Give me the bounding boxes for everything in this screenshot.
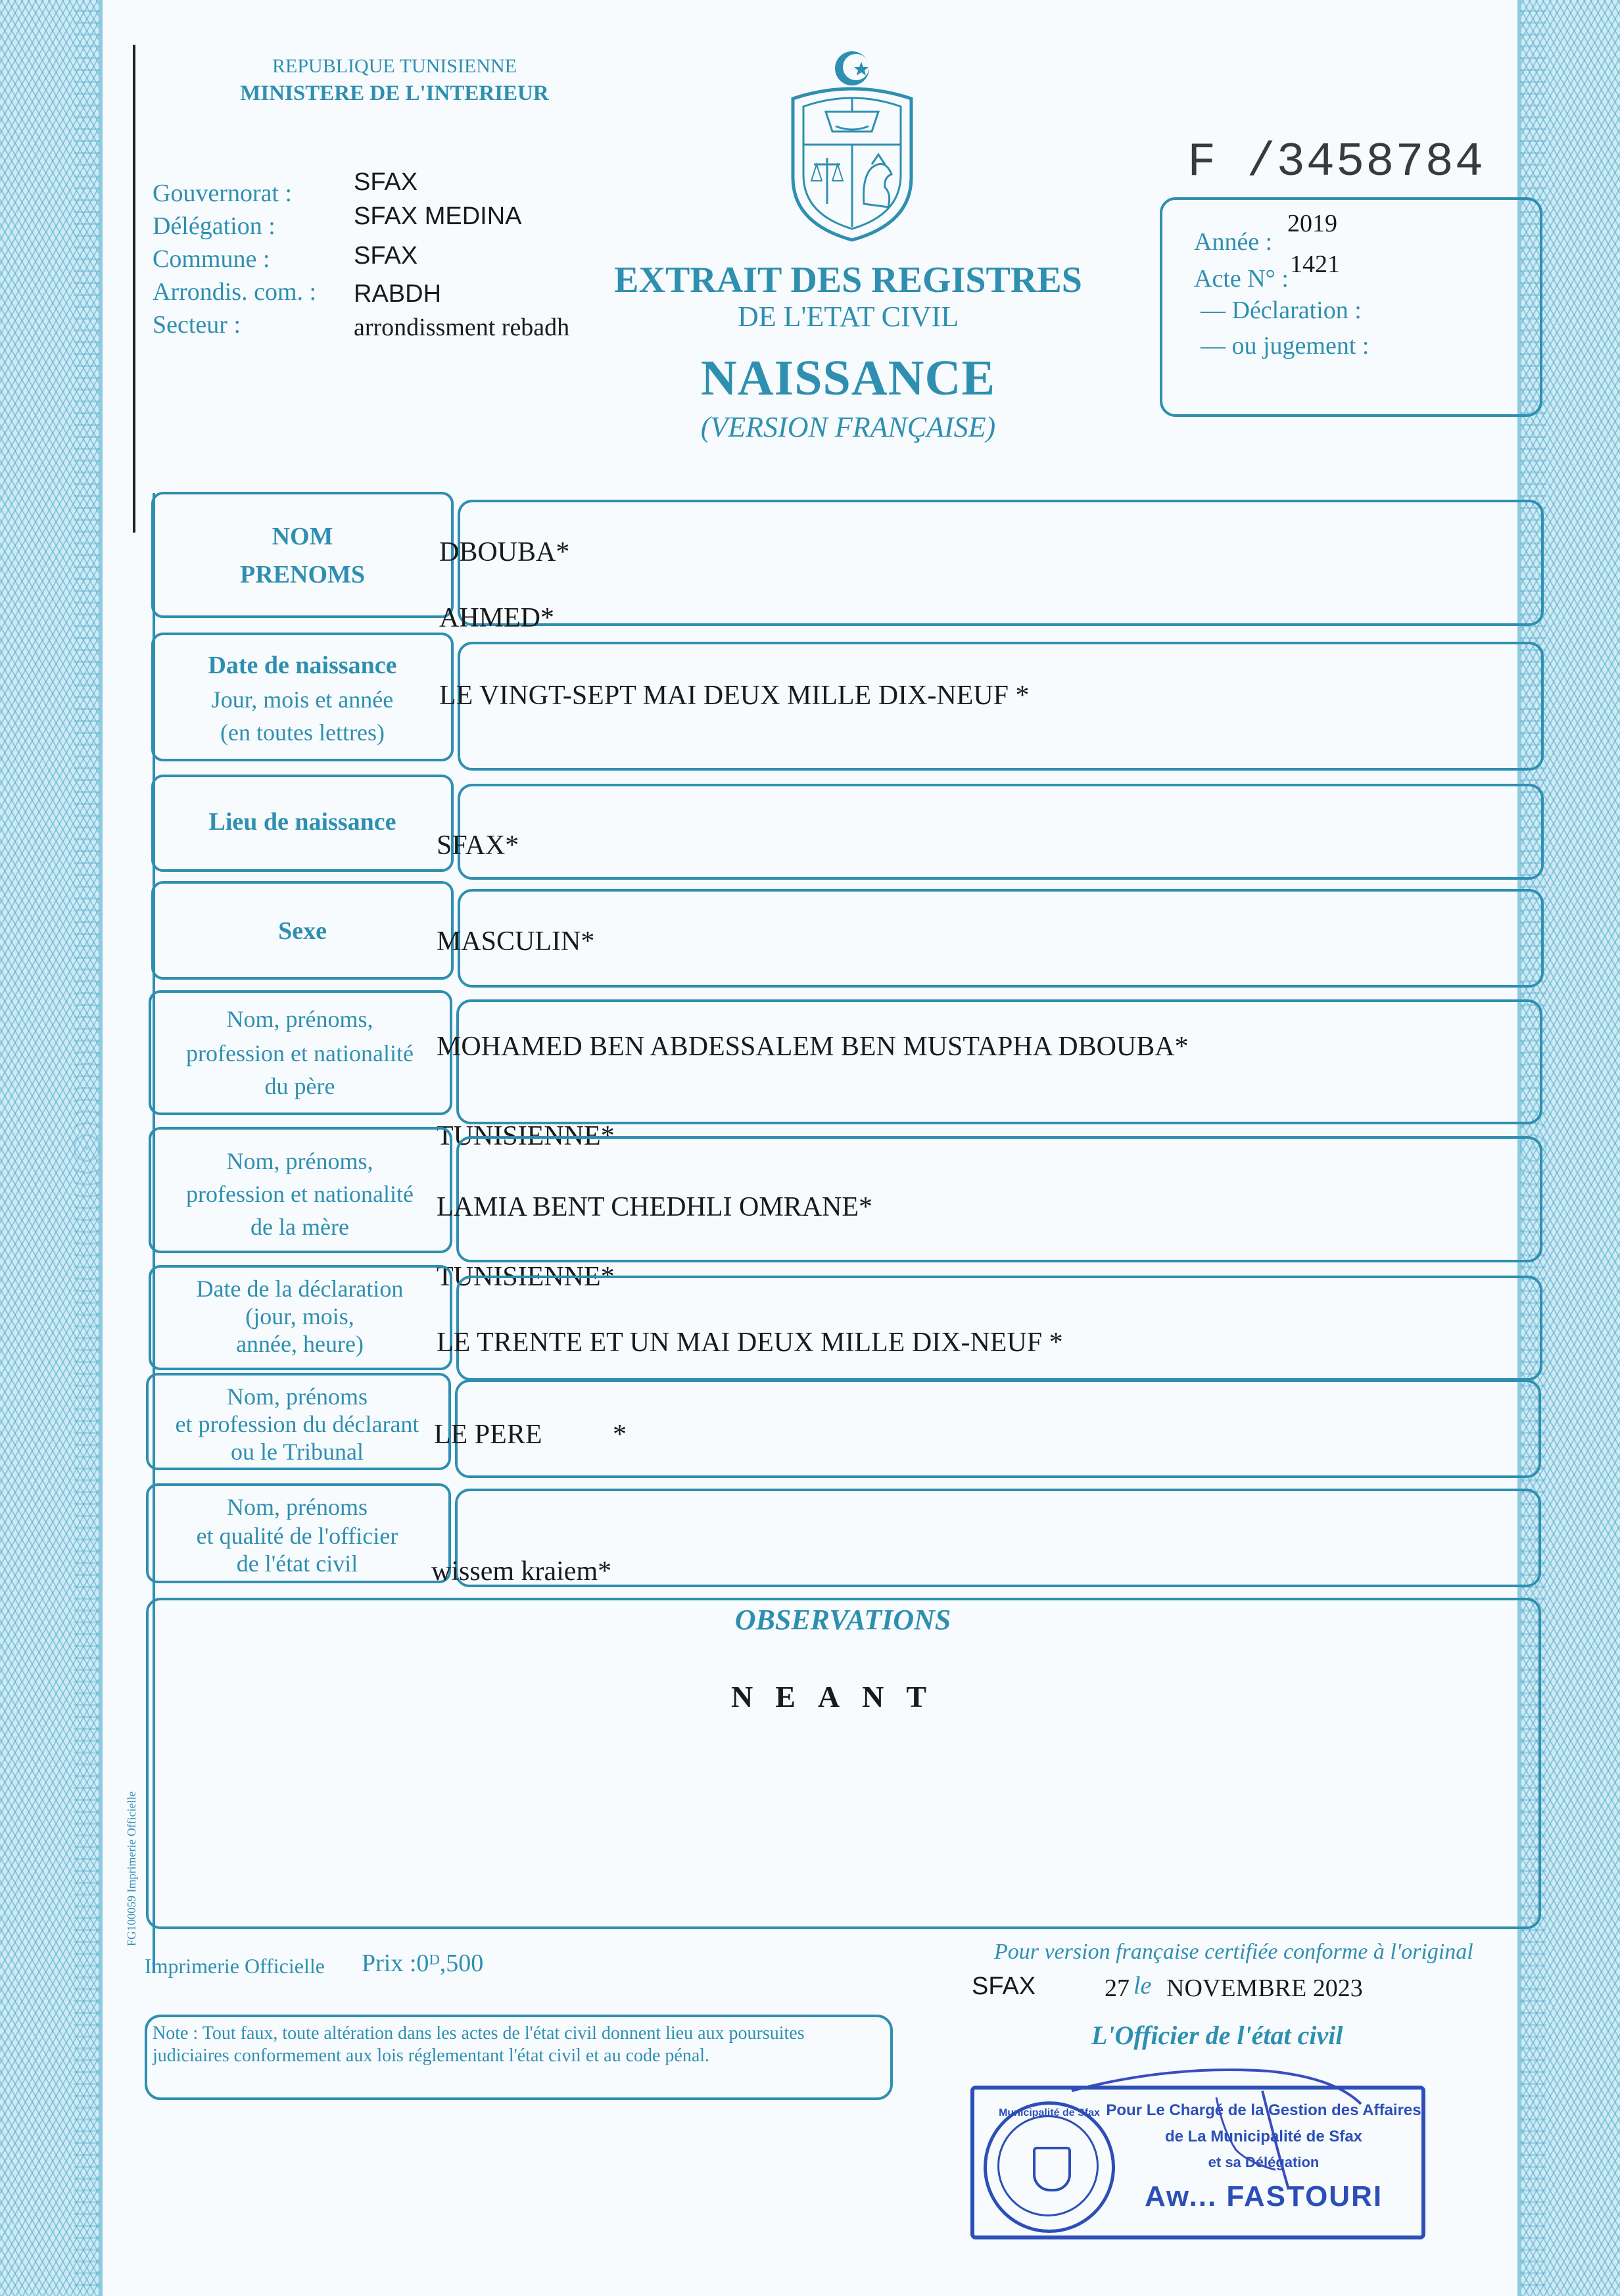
guilloche-border-left [0, 0, 103, 2296]
header-vertical-rule [133, 45, 135, 533]
sexe-value: MASCULIN* [437, 926, 595, 957]
document-title-line1: EXTRAIT DES REGISTRES [614, 260, 1082, 300]
issue-month-year: NOVEMBRE 2023 [1166, 1974, 1363, 2002]
commune-label: Commune : [153, 245, 270, 273]
pere-value: MOHAMED BEN ABDESSALEM BEN MUSTAPHA DBOUBA* [437, 1032, 1189, 1062]
document-title-line2: DE L'ETAT CIVIL [738, 300, 959, 333]
commune-value: SFAX [354, 242, 418, 270]
acte-number-value: 1421 [1290, 251, 1340, 278]
seal-text: Municipalité de Sfax [999, 2107, 1100, 2118]
lieu-value: SFAX* [437, 830, 519, 861]
mere-label-line2: profession et nationalité [186, 1181, 414, 1207]
arrondissement-label: Arrondis. com. : [153, 278, 317, 306]
issue-day: 27 [1105, 1974, 1130, 2002]
jugement-label: — ou jugement : [1201, 332, 1370, 360]
officier-label-line3: de l'état civil [236, 1550, 358, 1577]
observations-value: NEANT [731, 1680, 949, 1713]
declaration-date-label-line1: Date de la déclaration [196, 1276, 404, 1302]
stamp-line2: de La Municipalité de Sfax [1164, 2128, 1363, 2145]
nom-label-box [151, 492, 454, 618]
gouvernorat-label: Gouvernorat : [153, 179, 293, 207]
republic-title: REPUBLIQUE TUNISIENNE [272, 55, 517, 77]
sexe-value-box [458, 889, 1544, 988]
certified-statement: Pour version française certifiée conforme à l'original [994, 1940, 1473, 1964]
naissance-label-title: Date de naissance [208, 652, 397, 679]
nom-value: DBOUBA* [439, 537, 570, 567]
mere-value: LAMIA BENT CHEDHLI OMRANE* [437, 1192, 873, 1222]
stamp-line3: et sa Délégation [1208, 2154, 1320, 2170]
serial-number: F /3458784 [1187, 135, 1485, 189]
declarant-value: LE PERE [434, 1420, 542, 1450]
observations-title: OBSERVATIONS [734, 1604, 951, 1636]
annee-label: Année : [1194, 228, 1273, 256]
naissance-value: LE VINGT-SEPT MAI DEUX MILLE DIX-NEUF * [439, 681, 1030, 711]
declaration-date-label-line3: année, heure) [236, 1331, 364, 1357]
pere-label-line2: profession et nationalité [186, 1040, 414, 1066]
delegation-value: SFAX MEDINA [354, 203, 522, 230]
pere-nationalite: TUNISIENNE* [437, 1121, 615, 1151]
mere-label-line3: de la mère [250, 1214, 349, 1240]
delegation-label: Délégation : [153, 212, 275, 240]
gouvernorat-value: SFAX [354, 168, 418, 196]
officier-label-line2: et qualité de l'officier [196, 1523, 398, 1549]
prenoms-value: AHMED* [439, 603, 554, 633]
declaration-date-value: LE TRENTE ET UN MAI DEUX MILLE DIX-NEUF * [437, 1327, 1063, 1358]
declarant-label-line3: ou le Tribunal [230, 1439, 364, 1465]
issue-le: le [1133, 1972, 1152, 1999]
pere-label-line3: du père [264, 1073, 335, 1099]
note-text: Note : Tout faux, toute altération dans les actes de l'état civil donnent lieu aux poursuites judiciaires conformement aux lois réglementant l'état civil et au code pénal. [153, 2023, 805, 2066]
document-title-naissance: NAISSANCE [700, 350, 996, 406]
prix-label: Prix :0ᴰ,500 [362, 1949, 484, 1977]
stamp-line1: Pour Le Chargé de la Gestion des Affaires [1106, 2101, 1421, 2119]
officer-title: L'Officier de l'état civil [1091, 2021, 1343, 2050]
side-print-code: FG100059 Imprimerie Officielle [125, 1791, 138, 1946]
declaration-label: — Déclaration : [1201, 297, 1362, 324]
officier-label-line1: Nom, prénoms [227, 1494, 368, 1520]
declaration-date-label-line2: (jour, mois, [245, 1303, 354, 1329]
naissance-label-sub1: Jour, mois et année [211, 686, 394, 713]
declarant-label-line1: Nom, prénoms [227, 1383, 368, 1410]
nom-label: NOM [272, 523, 333, 550]
sexe-label: Sexe [278, 917, 327, 945]
lieu-value-box [458, 784, 1544, 880]
prenoms-label: PRENOMS [240, 561, 365, 588]
acte-number-label: Acte N° : [1194, 265, 1289, 293]
officier-value: wissem kraiem* [431, 1556, 612, 1587]
tunisia-coat-of-arms-icon [780, 46, 924, 243]
officier-value-box [455, 1489, 1541, 1587]
ministry-title: MINISTERE DE L'INTERIEUR [240, 82, 549, 105]
secteur-label: Secteur : [153, 311, 241, 339]
observations-box [146, 1598, 1541, 1929]
annee-value: 2019 [1287, 210, 1337, 237]
issue-place: SFAX [972, 1973, 1036, 2000]
declarant-label-line2: et profession du déclarant [175, 1411, 419, 1437]
imprimerie-label: Imprimerie Officielle [145, 1954, 325, 1978]
stamp-line4: Aw... FASTOURI [1144, 2180, 1383, 2212]
mere-nationalite: TUNISIENNE* [437, 1262, 615, 1292]
nom-value-box [458, 500, 1544, 626]
declarant-star: * [613, 1420, 627, 1450]
document-title-version: (VERSION FRANÇAISE) [700, 411, 996, 443]
lieu-label: Lieu de naissance [208, 808, 396, 836]
pere-label-line1: Nom, prénoms, [226, 1006, 373, 1032]
naissance-label-sub2: (en toutes lettres) [220, 719, 385, 746]
mere-label-line1: Nom, prénoms, [226, 1148, 373, 1174]
secteur-value: arrondissment rebadh [354, 314, 570, 341]
official-stamp [970, 2086, 1425, 2239]
arrondissement-value: RABDH [354, 280, 442, 308]
municipal-seal-icon [984, 2101, 1115, 2233]
